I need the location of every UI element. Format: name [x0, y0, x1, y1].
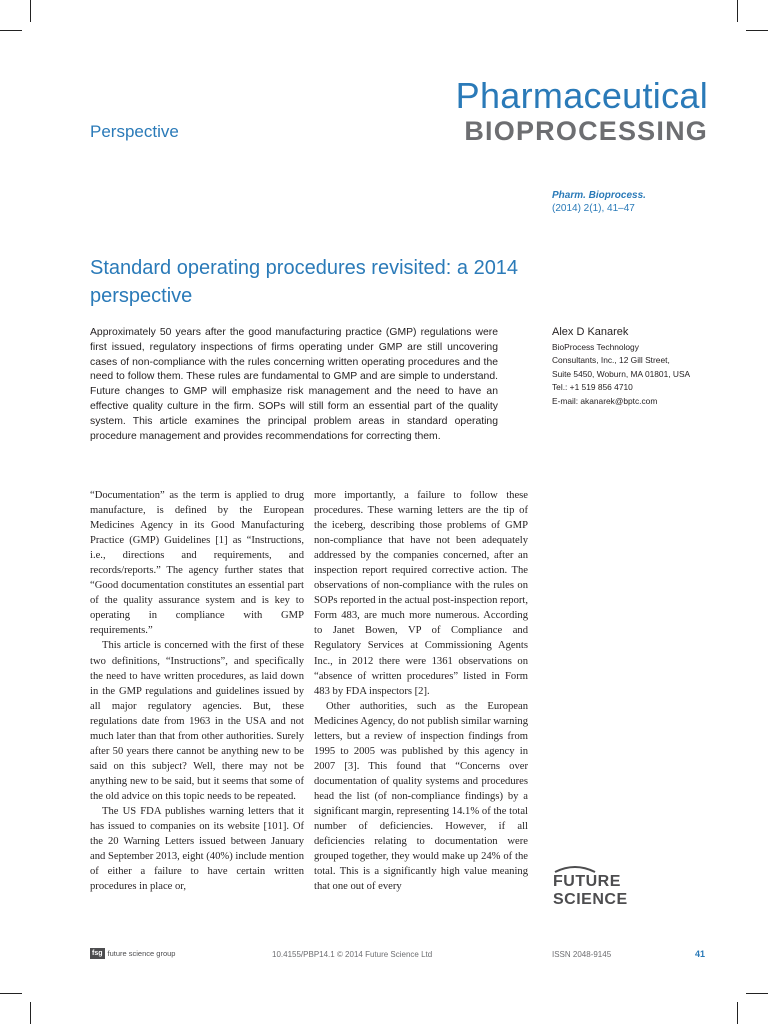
logo-text-future: FUTURE [553, 873, 621, 890]
body-paragraph: The US FDA publishes warning letters that it has issued to companies on its website [101]. Of the 20 Warning Letters issued between January and September 2013, eight (40%) include mention of either a failure to have certain written procedures in place or, [90, 805, 304, 893]
crop-mark [746, 30, 768, 31]
crop-mark [737, 0, 738, 22]
body-paragraph: Other authorities, such as the European Medicines Agency, do not publish similar warning letters, but a review of inspection findings from 1995 to 2005 was published by this agency in 2007 [3]. This found that “Concerns over documentation of quality systems and procedures head the list (of non-compliance findings) by a significant margin, representing 14.1% of the total number of deficiencies. However, if all deficiencies relating to documentation were grouped together, they would make up 24% of the total. This is a significantly high value meaning that one out of every [314, 700, 528, 893]
logo-text-science: SCIENCE [553, 891, 628, 908]
author-name: Alex D Kanarek [552, 326, 629, 338]
crop-mark [746, 993, 768, 994]
publisher-name: future science group [107, 949, 176, 958]
author-affiliation-line: Suite 5450, Woburn, MA 01801, USA [552, 368, 691, 379]
body-paragraph: This article is concerned with the first of these two definitions, “Instructions”, and specifically the need to have written procedures, as laid down in the GMP regulations and guidelines issued by all major regulatory agencies. But, these regulations date from 1963 in the USA and not much later than that from other authorities. Surely after 50 years there cannot be anything new to be said on this subject? Well, there may not be anything new to be said, but it seems that some of the old advice on this topic needs to be repeated. [90, 640, 304, 802]
author-affiliation-line: Consultants, Inc., 12 Gill Street, [552, 355, 670, 366]
citation-journal: Pharm. Bioprocess. [552, 190, 646, 201]
doi-copyright: 10.4155/PBP14.1 © 2014 Future Science Ltd [272, 950, 433, 959]
crop-mark [0, 30, 22, 31]
author-affiliation-line: BioProcess Technology [552, 342, 639, 352]
future-science-logo [553, 864, 633, 909]
section-label: Perspective [90, 122, 179, 141]
journal-name-line1: Pharmaceutical [455, 75, 708, 116]
author-block [552, 326, 722, 408]
crop-mark [737, 1002, 738, 1024]
page-footer [0, 948, 768, 964]
body-paragraph: more importantly, a failure to follow these procedures. These warning letters are the tip of the iceberg, describing those problems of GMP non-compliance that have not been adequately addressed by the companies concerned, after an inspection report required corrective action. The observations of non-compliance with the rules on SOPs reported in the actual post-inspection report, Form 483, are much more numerous. According to Janet Bowen, VP of Compliance and Regulatory Services at Commissioning Agents Inc., in 2012 there were 1361 observations on “absence of written procedures” listed in Form 483 by FDA inspectors [2]. [314, 490, 528, 697]
article-abstract: Approximately 50 years after the good manufacturing practice (GMP) regulations were first issued, regulatory inspections of firms operating under GMP are still uncovering cases of non-compliance with the rules concerning written operating procedures and the need to follow them. These rules are fundamental to GMP and are simple to understand. Future changes to GMP will emphasize risk management and the need to have an effective quality culture in the firm. SOPs will still form an essential part of the quality system. This article examines the principal problem areas in standard operating procedure management and provides recommendations for correcting them. [90, 327, 498, 442]
crop-mark [0, 993, 22, 994]
body-paragraph: “Documentation” as the term is applied to drug manufacture, is defined by the European Medicines Agency in its Good Manufacturing Practice (GMP) Guidelines [1] as “Instructions, i.e., directions and requirements, and records/reports.” The agency further states that “Good documentation constitutes an essential part of the quality assurance system and is key to operating in compliance with GMP requirements.” [90, 490, 304, 637]
author-phone: Tel.: +1 519 856 4710 [552, 382, 633, 393]
page-number: 41 [695, 949, 706, 959]
citation [552, 189, 646, 215]
logo-arc-icon [553, 864, 597, 873]
body-column-2 [314, 488, 528, 894]
crop-mark [30, 1002, 31, 1024]
fsg-logo-icon: fsg [92, 950, 103, 957]
issn: ISSN 2048-9145 [552, 950, 612, 959]
citation-volume: (2014) 2(1), 41–47 [552, 203, 635, 214]
journal-brand [456, 76, 708, 148]
publisher-mark [90, 948, 175, 959]
crop-mark [30, 0, 31, 22]
journal-name-line2: BIOPROCESSING [464, 116, 708, 146]
body-column-1 [90, 488, 304, 894]
author-email[interactable]: E-mail: akanarek@bptc.com [552, 395, 658, 406]
article-title: Standard operating procedures revisited: a 2014 perspective [90, 257, 519, 307]
